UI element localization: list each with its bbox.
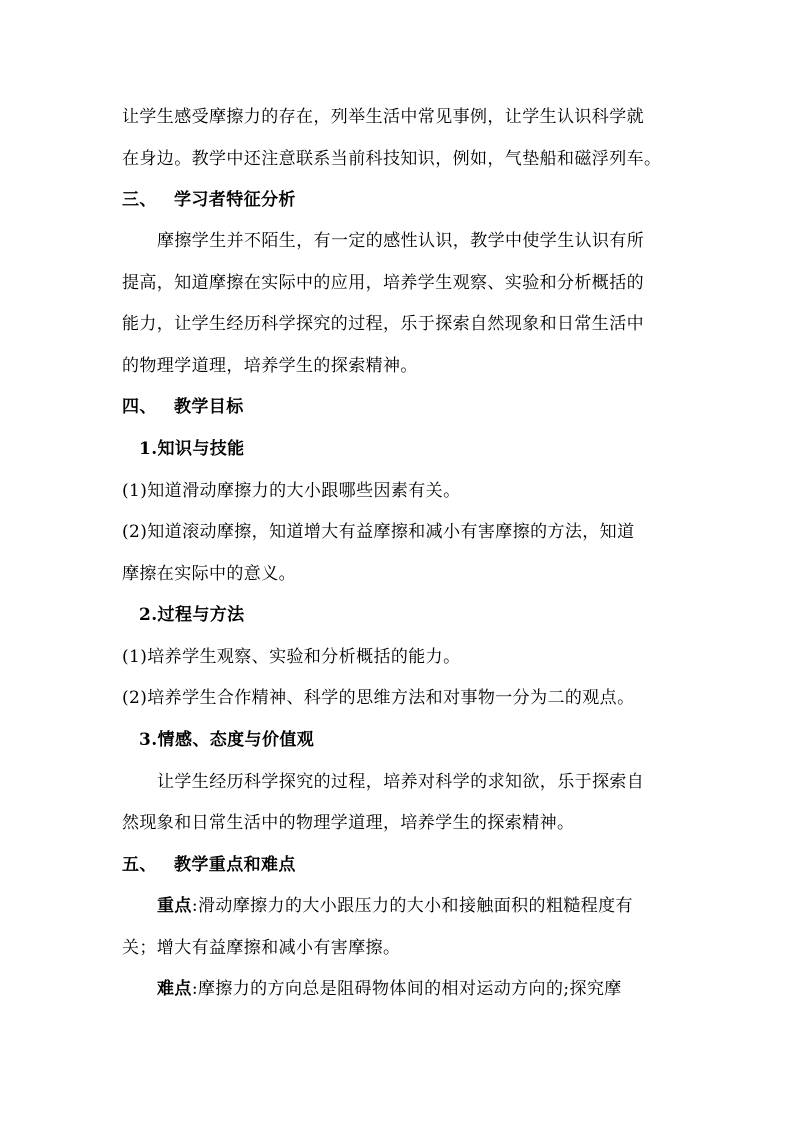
paragraph-line: 摩擦学生并不陌生，有一定的感性认识，教学中使学生认识有所	[157, 231, 645, 251]
paragraph-line: 然现象和日常生活中的物理学道理，培养学生的探索精神。	[122, 813, 575, 833]
subsection-heading: 3.情感、态度与价值观	[139, 730, 315, 750]
section-title: 教学目标	[174, 397, 244, 417]
list-item: (1)培养学生观察、实验和分析概括的能力。	[122, 647, 461, 667]
key-point-text: :滑动摩擦力的大小跟压力的大小和接触面积的粗糙程度有	[191, 896, 633, 916]
list-item: (2)知道滚动摩擦，知道增大有益摩擦和减小有害摩擦的方法，知道	[122, 522, 635, 542]
section-title: 学习者特征分析	[174, 190, 296, 210]
difficulty-line	[157, 979, 622, 999]
section-number: 五、	[122, 855, 157, 875]
subsection-heading: 2.过程与方法	[139, 605, 245, 625]
paragraph-line: 让学生感受摩擦力的存在，列举生活中常见事例，让学生认识科学就	[122, 107, 644, 127]
difficulty-text: :摩擦力的方向总是阻碍物体间的相对运动方向的;探究摩	[191, 979, 622, 999]
paragraph-line: 能力，让学生经历科学探究的过程，乐于探索自然现象和日常生活中	[122, 314, 644, 334]
section-heading-3	[122, 190, 296, 210]
list-item: (1)知道滑动摩擦力的大小跟哪些因素有关。	[122, 481, 461, 501]
paragraph-line: 在身边。教学中还注意联系当前科技知识，例如，气垫船和磁浮列车。	[122, 149, 662, 169]
difficulty-label: 难点	[157, 979, 192, 999]
section-number: 三、	[122, 190, 157, 210]
paragraph-line: 的物理学道理，培养学生的探索精神。	[122, 356, 418, 376]
section-number: 四、	[122, 397, 157, 417]
paragraph-line: 关；增大有益摩擦和减小有害摩擦。	[122, 938, 401, 958]
section-heading-5	[122, 855, 296, 875]
list-item: (2)培养学生合作精神、科学的思维方法和对事物一分为二的观点。	[122, 688, 635, 708]
paragraph-line: 让学生经历科学探究的过程，培养对科学的求知欲，乐于探索自	[157, 772, 645, 792]
paragraph-line: 提高，知道摩擦在实际中的应用，培养学生观察、实验和分析概括的	[122, 273, 644, 293]
key-point-line	[157, 896, 633, 916]
paragraph-line: 摩擦在实际中的意义。	[122, 564, 296, 584]
key-point-label: 重点	[157, 896, 192, 916]
section-title: 教学重点和难点	[174, 855, 296, 875]
subsection-heading: 1.知识与技能	[139, 439, 245, 459]
section-heading-4	[122, 397, 244, 417]
